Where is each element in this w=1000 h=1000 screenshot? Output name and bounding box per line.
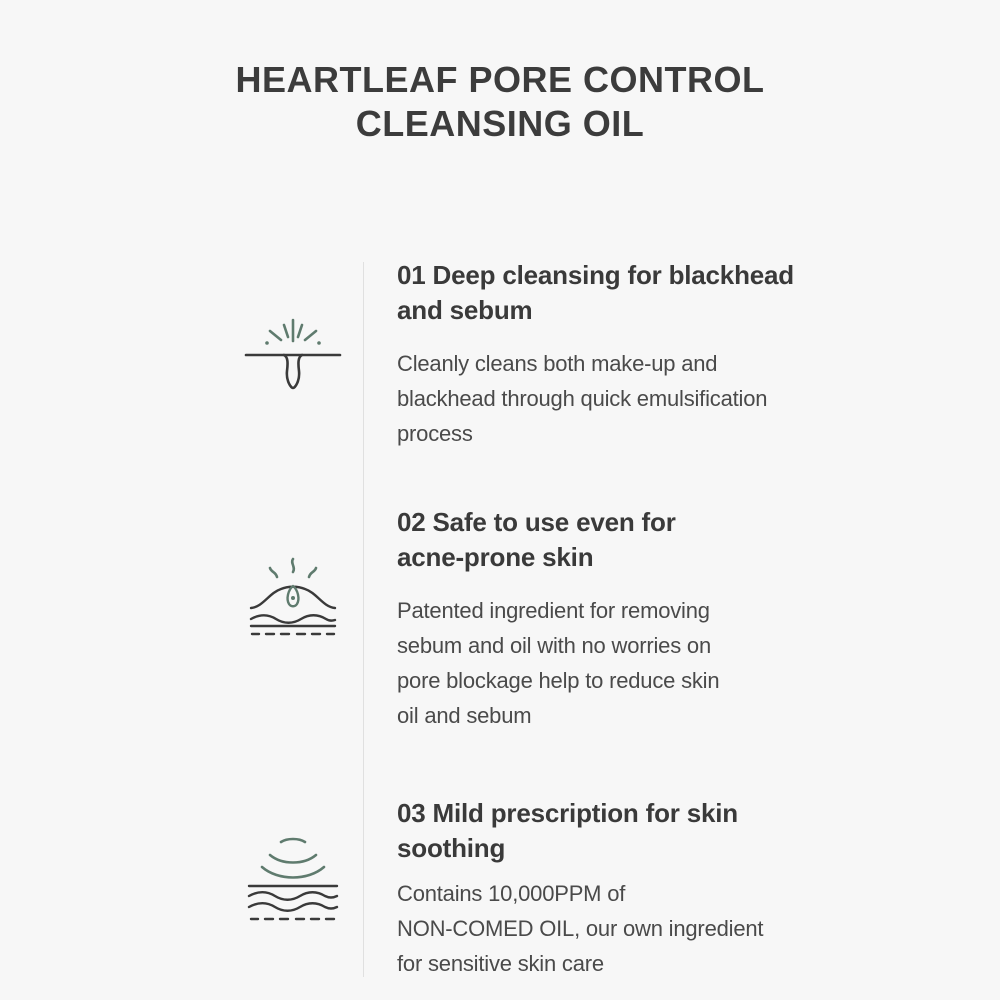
feature-2-description <box>397 593 817 733</box>
feature-2-heading <box>397 505 817 575</box>
page-title <box>0 58 1000 146</box>
page-title-line-2: CLEANSING OIL <box>355 103 645 144</box>
feature-3-description-line: NON-COMED OIL, our own ingredient <box>397 916 764 941</box>
feature-2-description-line: sebum and oil with no worries on <box>397 633 711 658</box>
feature-2-heading-line-2: acne-prone skin <box>397 542 594 572</box>
feature-1-description-line: process <box>397 421 473 446</box>
feature-3-description-line: for sensitive skin care <box>397 951 604 976</box>
pore-cleansing-icon <box>243 305 343 405</box>
feature-2-description-line: pore blockage help to reduce skin <box>397 668 720 693</box>
feature-1 <box>397 258 817 451</box>
feature-2-description-line: Patented ingredient for removing <box>397 598 710 623</box>
feature-2-heading-line-1: 02 Safe to use even for <box>397 507 676 537</box>
acne-skin-icon <box>243 553 343 653</box>
vertical-divider <box>363 262 364 977</box>
feature-1-description-line: Cleanly cleans both make-up and <box>397 351 718 376</box>
skin-soothing-icon <box>243 830 343 930</box>
feature-1-heading-line-2: and sebum <box>397 295 533 325</box>
feature-3-heading-line-2: soothing <box>397 833 506 863</box>
feature-3 <box>397 796 817 981</box>
page-title-line-1: HEARTLEAF PORE CONTROL <box>235 59 765 100</box>
feature-1-description <box>397 346 817 451</box>
feature-3-description <box>397 876 817 981</box>
feature-2 <box>397 505 817 733</box>
feature-3-description-line: Contains 10,000PPM of <box>397 881 626 906</box>
feature-1-heading-line-1: 01 Deep cleansing for blackhead <box>397 260 794 290</box>
feature-1-description-line: blackhead through quick emulsification <box>397 386 768 411</box>
feature-2-description-line: oil and sebum <box>397 703 532 728</box>
feature-3-heading-line-1: 03 Mild prescription for skin <box>397 798 738 828</box>
feature-1-heading <box>397 258 817 328</box>
feature-3-heading <box>397 796 817 866</box>
